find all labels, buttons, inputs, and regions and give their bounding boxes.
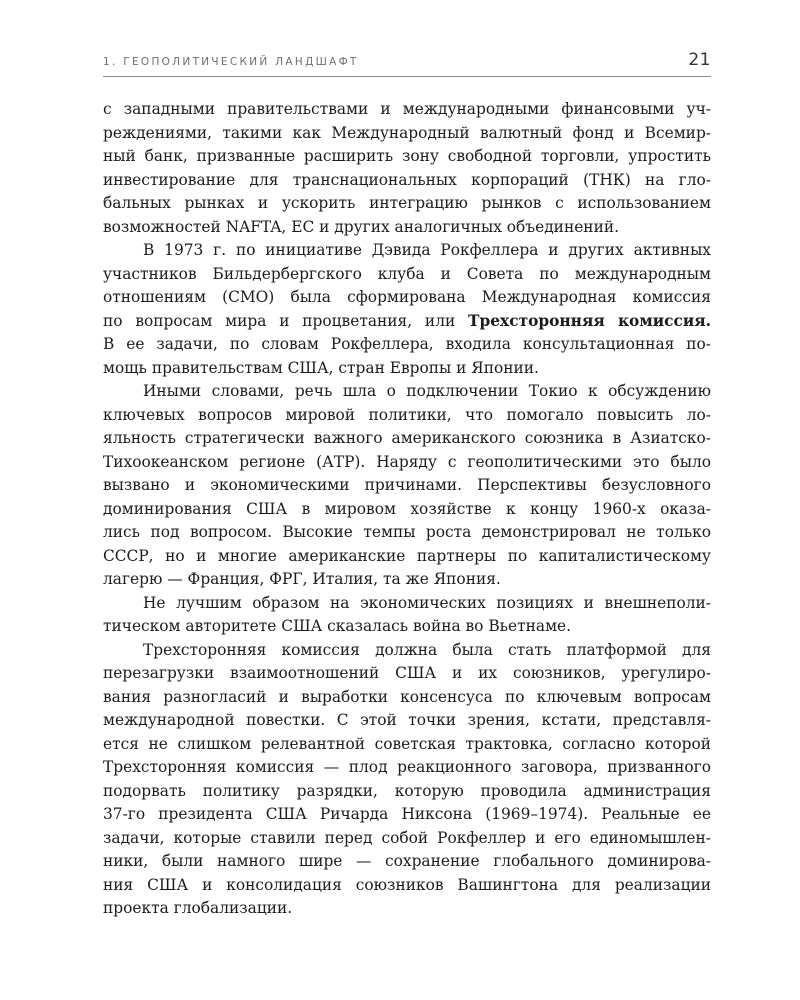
- text-line-with-term: [103, 310, 711, 334]
- text-line: тическом авторитете США сказалась война во Вьетнаме.: [103, 617, 572, 635]
- page-number: 21: [688, 50, 711, 70]
- text-line: доминирования США в мировом хозяйстве к концу 1960-х оказа-: [103, 499, 711, 518]
- text-line: Тихоокеанском регионе (АТР). Наряду с геополитическими это было: [103, 452, 711, 471]
- chapter-title: 1. ГЕОПОЛИТИЧЕСКИЙ ЛАНДШАФТ: [103, 56, 359, 68]
- text-line: СССР, но и многие американские партнеры по капиталистическому: [103, 546, 711, 565]
- text-line: Трехсторонняя комиссия — плод реакционного заговора, призванного: [103, 758, 711, 776]
- text-line: ния США и консолидация союзников Вашингтона для реализации: [103, 875, 711, 894]
- paragraph-1: [103, 98, 711, 239]
- text-line: Трехсторонняя комиссия должна была стать платформой для: [143, 640, 711, 659]
- bold-term: Трехсторонняя комиссия.: [468, 311, 711, 330]
- text-line: В 1973 г. по инициативе Дэвида Рокфеллера и других активных: [143, 241, 711, 259]
- text-line: инвестирование для транснациональных корпораций (ТНК) на гло-: [103, 170, 711, 189]
- text-line: Иными словами, речь шла о подключении Токио к обсуждению: [143, 382, 711, 400]
- text-line: перезагрузки взаимоотношений США и их союзников, урегулиро-: [103, 664, 711, 682]
- text-line: ключевых вопросов мировой политики, что помогало повысить ло-: [103, 405, 711, 424]
- text-line: с западными правительствами и международными финансовыми уч-: [103, 100, 711, 118]
- text-line: участников Бильдербергского клуба и Совета по международным: [103, 264, 711, 283]
- text-fragment: по вопросам мира и процветания, или: [103, 311, 469, 330]
- text-line: реждениями, такими как Международный валютный фонд и Всемир-: [103, 123, 711, 142]
- text-line: ется не слишком релевантной советская трактовка, согласно которой: [103, 734, 711, 753]
- paragraph-3: [103, 380, 711, 592]
- paragraph-5: [103, 639, 711, 921]
- text-line: яльность стратегически важного американского союзника в Азиатско-: [103, 429, 711, 447]
- text-line: вания разногласий и выработки консенсуса по ключевым вопросам: [103, 687, 711, 706]
- text-line: 37-го президента США Ричарда Никсона (1969–1974). Реальные ее: [103, 805, 711, 823]
- text-line: вызвано и экономическими причинами. Перспективы безусловного: [103, 476, 711, 494]
- text-line: лагерю — Франция, ФРГ, Италия, та же Япония.: [103, 570, 501, 588]
- text-line: отношениям (СМО) была сформирована Международная комиссия: [103, 288, 711, 306]
- text-line: международной повестки. С этой точки зрения, кстати, представля-: [103, 711, 711, 729]
- text-line: бальных рынках и ускорить интеграцию рынков с использованием: [103, 194, 711, 212]
- text-line: лись под вопросом. Высокие темпы роста демонстрировал не только: [103, 523, 711, 541]
- paragraph-4: [103, 592, 711, 639]
- text-line: мощь правительствам США, стран Европы и Японии.: [103, 358, 539, 377]
- text-line: ный банк, призванные расширить зону свободной торговли, упростить: [103, 147, 711, 165]
- paragraph-2: [103, 239, 711, 380]
- text-line: ники, были намного шире — сохранение глобального доминирова-: [103, 852, 711, 870]
- running-header: [103, 52, 711, 77]
- body-text: [103, 98, 711, 921]
- text-line: подорвать политику разрядки, которую проводила администрация: [103, 781, 711, 800]
- text-line: проекта глобализации.: [103, 899, 293, 917]
- text-line: возможностей NAFTA, ЕС и других аналогичных объединений.: [103, 217, 619, 236]
- text-line: Не лучшим образом на экономических позициях и внешнеполи-: [143, 593, 711, 612]
- text-line: В ее задачи, по словам Рокфеллера, входила консультационная по-: [103, 335, 711, 353]
- text-line: задачи, которые ставили перед собой Рокфеллер и его единомышлен-: [103, 828, 711, 847]
